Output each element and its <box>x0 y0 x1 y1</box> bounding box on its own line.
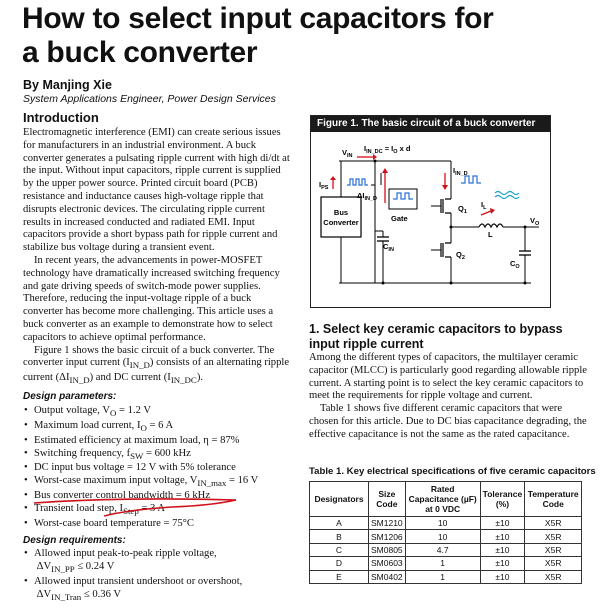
design-parameter-item: • Worst-case maximum input voltage, $V_{IN\_max} = 16$ V <box>23 475 293 490</box>
output-ripple-waveform <box>495 192 519 195</box>
table-cell: 10 <box>405 517 480 530</box>
author-role: System Applications Engineer, Power Design Services <box>23 93 276 105</box>
table-header-row <box>310 482 582 517</box>
iin-dc-label: $I_{IN\_DC} = I_O$ x d <box>364 144 411 155</box>
co-label: $C_O$ <box>510 259 520 270</box>
table-cell: ±10 <box>480 543 525 556</box>
right-column <box>309 352 591 442</box>
table-row <box>310 570 582 583</box>
table-cell: ±10 <box>480 530 525 543</box>
table-cell: SM0402 <box>369 570 406 583</box>
table-cell: ±10 <box>480 517 525 530</box>
intro-paragraph-3: Figure 1 shows the basic circuit of a buck converter. The converter input current $(I_{IN\_D})$ consists of an alternating ripple current $(\Delta I_{IN\_D})$ and DC current $(I_{IN\_DC})$. <box>23 344 290 386</box>
table-cell: SM0805 <box>369 543 406 556</box>
table-cell: SM0603 <box>369 557 406 570</box>
table-row <box>310 530 582 543</box>
table-cell: 1 <box>405 557 480 570</box>
bus-converter-label-2: Converter <box>323 218 359 227</box>
article-title <box>22 2 582 70</box>
inductor-symbol <box>479 224 503 227</box>
ripple-waveform-1 <box>347 179 368 185</box>
design-parameter-item: • Switching frequency, $f_{SW} = 600$ kHz <box>23 448 293 463</box>
table-cell: 1 <box>405 570 480 583</box>
header-size-code: Size Code <box>369 482 406 517</box>
q2-label: $Q_2$ <box>456 250 465 261</box>
header-designators: Designators <box>310 482 369 517</box>
design-parameter-item: • Worst-case board temperature = 75°C <box>23 518 293 531</box>
table-row <box>310 557 582 570</box>
design-parameters-heading: Design parameters: <box>23 391 117 403</box>
vo-label: $V_O$ <box>530 216 540 227</box>
section-1-paragraph-2: Table 1 shows five different ceramic capacitors that were chosen for this article. Due to DC bias capacitance degrading, the effective capacitance is not the same as the rated capacitance. <box>309 403 587 440</box>
iin-d-label: $I_{IN\_D}$ <box>453 166 468 177</box>
design-parameters-list <box>23 405 293 531</box>
switch-current-waveform <box>461 176 481 183</box>
design-parameter-item: • DC input bus voltage = 12 V with 5% tolerance <box>23 462 293 475</box>
table-row <box>310 517 582 530</box>
bus-converter-label-1: Bus <box>333 208 349 217</box>
table-cell: C <box>310 543 369 556</box>
header-temperature-code: Temperature Code <box>525 482 582 517</box>
table-cell: X5R <box>525 557 582 570</box>
q1-label: $Q_1$ <box>458 204 467 215</box>
table-cell: ±10 <box>480 570 525 583</box>
title-line-1: How to select input capacitors for <box>22 2 494 35</box>
table-cell: D <box>310 557 369 570</box>
design-parameter-item: • Transient load step, $I_{Step} = 3$ A <box>23 503 293 518</box>
design-parameter-item: • Output voltage, $V_O = 1.2$ V <box>23 405 293 420</box>
inductor-label: L <box>488 230 493 239</box>
figure-caption: Figure 1. The basic circuit of a buck converter <box>311 116 550 132</box>
buck-converter-schematic <box>311 133 548 306</box>
table-cell: X5R <box>525 530 582 543</box>
section-1-heading: 1. Select key ceramic capacitors to bypass input ripple current <box>309 322 563 351</box>
intro-heading: Introduction <box>23 110 99 125</box>
bus-converter-block <box>321 197 361 237</box>
section-1-paragraph-1: Among the different types of capacitors, the multilayer ceramic capacitor (MLCC) is particularly good regarding allowable ripple current. A starting point is to select the key ceramic capacitors to meet the requirements for ripple voltage and current. <box>309 352 587 402</box>
table-cell: X5R <box>525 570 582 583</box>
il-label: $I_L$ <box>481 200 487 211</box>
intro-paragraph-2: In recent years, the advancements in power-MOSFET technology have dramatically increased switching frequency and gate driving speeds of switch-mode power supplies. Therefore, reducing the input-voltage ripple of a buck converter has become more challenging. This article uses a buck converter as an example to demonstrate how to select capacitors to achieve optimal performance. <box>23 254 280 343</box>
vin-label: $V_{IN}$ <box>342 148 353 159</box>
table-cell: X5R <box>525 543 582 556</box>
table-1 <box>309 481 582 584</box>
title-line-2: a buck converter <box>22 36 258 69</box>
table-1-title: Table 1. Key electrical specifications of five ceramic capacitors <box>309 466 596 477</box>
table-cell: 10 <box>405 530 480 543</box>
table-cell: SM1210 <box>369 517 406 530</box>
design-requirement-item: • Allowed input peak-to-peak ripple voltage, $\Delta V_{IN\_PP} \le 0.24$ V <box>23 548 293 576</box>
design-requirements-list <box>23 548 293 603</box>
table-cell: B <box>310 530 369 543</box>
design-parameter-item: • Estimated efficiency at maximum load, η = 87% <box>23 435 293 448</box>
figure-1 <box>310 115 551 308</box>
table-cell: ±10 <box>480 557 525 570</box>
design-parameter-item: • Bus converter control bandwidth = 6 kHz <box>23 490 293 503</box>
left-column <box>23 127 293 604</box>
author-byline: By Manjing Xie <box>23 78 112 92</box>
intro-paragraph-1: Electromagnetic interference (EMI) can create serious issues for manufacturers in an industrial environment. A buck converter generates a pulsating ripple current with high di/dt at the input. Without input capacitors, ripple current is supplied by the upper power source. Printed circuit board (PCB) resistance and inductance causes high-voltage ripple that disrupts electronic devices. The circulating ripple current results in increased conducted and radiated EMI. Input capacitors provide a short bypass path for ripple current and stabilize bus voltage during a transient event. <box>23 127 290 254</box>
cin-label: $C_{IN}$ <box>383 242 394 253</box>
table-cell: A <box>310 517 369 530</box>
design-parameter-item: • Maximum load current, $I_O = 6$ A <box>23 420 293 435</box>
table-cell: SM1206 <box>369 530 406 543</box>
ips-label: $I_{PS}$ <box>319 180 329 191</box>
table-cell: X5R <box>525 517 582 530</box>
table-cell: 4.7 <box>405 543 480 556</box>
table-cell: E <box>310 570 369 583</box>
table-row <box>310 543 582 556</box>
header-tolerance: Tolerance (%) <box>480 482 525 517</box>
design-requirements-heading: Design requirements: <box>23 534 126 546</box>
gate-label: Gate <box>391 214 408 223</box>
delta-iin-d-label: $\Delta I_{IN\_D}$ <box>357 191 378 202</box>
design-requirement-item: • Allowed input transient undershoot or overshoot, $\Delta V_{IN\_Tran} \le 0.36$ V <box>23 576 293 604</box>
header-rated-capacitance: Rated Capacitance (µF) at 0 VDC <box>405 482 480 517</box>
